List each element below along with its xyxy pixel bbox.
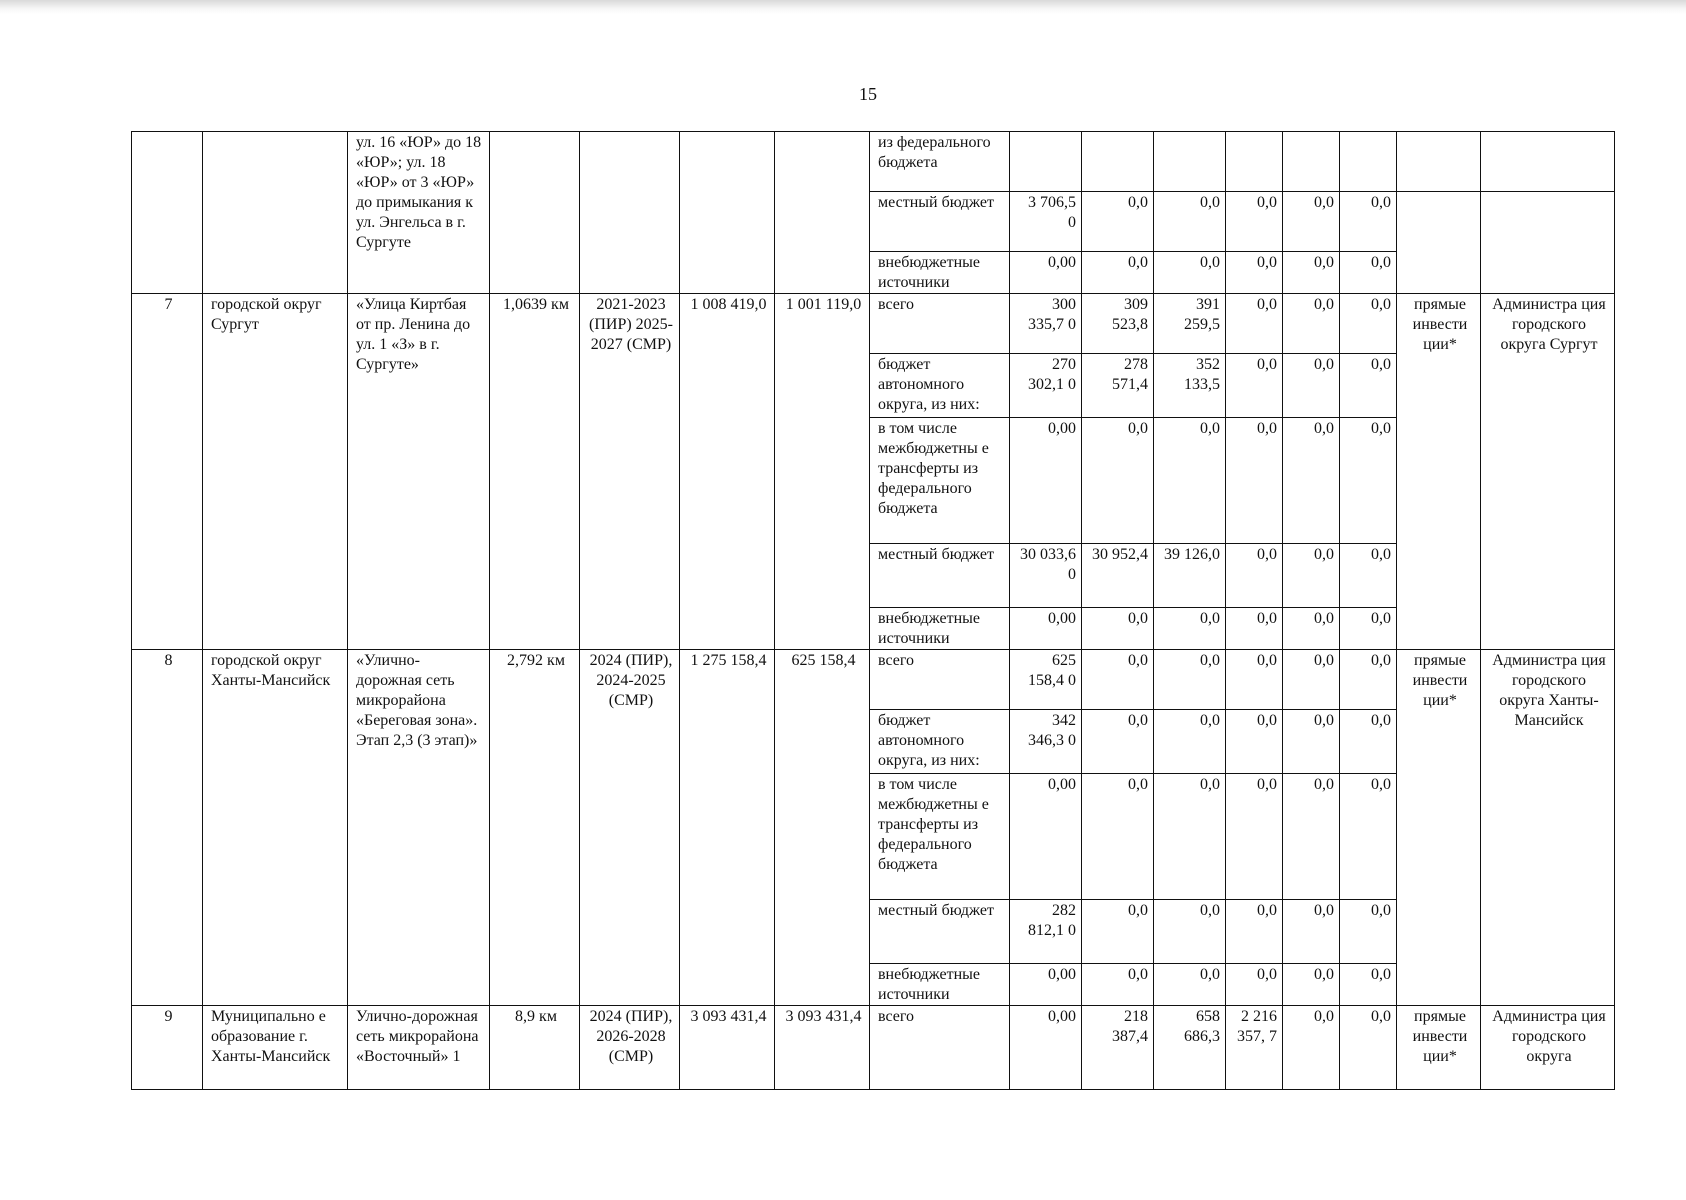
- project-9-row-1-value-2: 218 387,4: [1082, 1006, 1154, 1090]
- cont-row-3-value-1: 0,00: [1010, 252, 1082, 294]
- project-7-row-5-value-3: 0,0: [1154, 608, 1226, 650]
- investment-table: [131, 131, 1615, 1090]
- project-8-row-2-source: бюджет автономного округа, из них:: [870, 710, 1010, 774]
- project-8-row-5-value-6: 0,0: [1340, 964, 1397, 1006]
- project-8-row-4-value-2: 0,0: [1082, 900, 1154, 964]
- project-7-row-1-value-2: 309 523,8: [1082, 294, 1154, 354]
- project-9-municipality: Муниципально е образование г. Ханты-Мансийск: [203, 1006, 348, 1090]
- project-7-row-1-value-1: 300 335,7 0: [1010, 294, 1082, 354]
- cont-row-1-value-4: [1226, 132, 1283, 192]
- cont-responsible: [1481, 192, 1615, 294]
- project-9-cost: 3 093 431,4: [680, 1006, 775, 1090]
- project-8-row-5-value-3: 0,0: [1154, 964, 1226, 1006]
- project-7-row-4-source: местный бюджет: [870, 544, 1010, 608]
- project-9-object: Улично-дорожная сеть микрорайона «Восточный» 1: [348, 1006, 490, 1090]
- cont-row-1-value-5: [1283, 132, 1340, 192]
- project-8-row-1-value-4: 0,0: [1226, 650, 1283, 710]
- project-8-row-4-value-6: 0,0: [1340, 900, 1397, 964]
- project-7-row-3-value-3: 0,0: [1154, 418, 1226, 544]
- cont-number: [132, 132, 203, 294]
- project-8-row-3-value-2: 0,0: [1082, 774, 1154, 900]
- cont-remaining: [775, 132, 870, 294]
- project-7-row-1-value-3: 391 259,5: [1154, 294, 1226, 354]
- project-9-number: 9: [132, 1006, 203, 1090]
- cont-row-1-value-3: [1154, 132, 1226, 192]
- project-7-remaining: 1 001 119,0: [775, 294, 870, 650]
- project-7-number: 7: [132, 294, 203, 650]
- project-9-purpose: прямые инвести ции*: [1397, 1006, 1481, 1090]
- cont-row-2-value-2: 0,0: [1082, 192, 1154, 252]
- cont-row-2-value-5: 0,0: [1283, 192, 1340, 252]
- project-8-row-3-value-3: 0,0: [1154, 774, 1226, 900]
- project-8-row-4-value-3: 0,0: [1154, 900, 1226, 964]
- project-9-row-1-value-4: 2 216 357, 7: [1226, 1006, 1283, 1090]
- project-8-row-5-value-4: 0,0: [1226, 964, 1283, 1006]
- project-7-row-5-source: внебюджетные источники: [870, 608, 1010, 650]
- project-7-row-5-value-5: 0,0: [1283, 608, 1340, 650]
- project-8-remaining: 625 158,4: [775, 650, 870, 1006]
- project-7-row-2-value-1: 270 302,1 0: [1010, 354, 1082, 418]
- project-9-row-1-value-5: 0,0: [1283, 1006, 1340, 1090]
- cont-row-3-value-3: 0,0: [1154, 252, 1226, 294]
- project-8-row-4-value-1: 282 812,1 0: [1010, 900, 1082, 964]
- project-8-row-1-value-3: 0,0: [1154, 650, 1226, 710]
- cont-row-1-value-1: [1010, 132, 1082, 192]
- project-8-row-4-value-4: 0,0: [1226, 900, 1283, 964]
- project-7-row-2-value-3: 352 133,5: [1154, 354, 1226, 418]
- project-7-row-2-value-2: 278 571,4: [1082, 354, 1154, 418]
- project-9-row-1-value-6: 0,0: [1340, 1006, 1397, 1090]
- project-7-row-4-value-1: 30 033,6 0: [1010, 544, 1082, 608]
- project-8-row-1-value-5: 0,0: [1283, 650, 1340, 710]
- project-8-purpose: прямые инвести ции*: [1397, 650, 1481, 1006]
- cont-purpose-top: [1397, 132, 1481, 192]
- project-9-capacity: 8,9 км: [490, 1006, 580, 1090]
- cont-row-2-value-6: 0,0: [1340, 192, 1397, 252]
- project-8-period: 2024 (ПИР), 2024-2025 (СМР): [580, 650, 680, 1006]
- cont-period: [580, 132, 680, 294]
- project-7-row-3-value-4: 0,0: [1226, 418, 1283, 544]
- project-9-period: 2024 (ПИР), 2026-2028 (СМР): [580, 1006, 680, 1090]
- cont-row-1-source: из федерального бюджета: [870, 132, 1010, 192]
- project-7-row-5-value-6: 0,0: [1340, 608, 1397, 650]
- cont-row-3-value-2: 0,0: [1082, 252, 1154, 294]
- project-9-remaining: 3 093 431,4: [775, 1006, 870, 1090]
- project-7-row-5-value-4: 0,0: [1226, 608, 1283, 650]
- project-8-row-3-source: в том числе межбюджетны е трансферты из федерального бюджета: [870, 774, 1010, 900]
- project-7-responsible: Администра ция городского округа Сургут: [1481, 294, 1615, 650]
- cont-row-1-value-2: [1082, 132, 1154, 192]
- project-8-cost: 1 275 158,4: [680, 650, 775, 1006]
- project-7-row-4-value-5: 0,0: [1283, 544, 1340, 608]
- project-8-row-4-value-5: 0,0: [1283, 900, 1340, 964]
- cont-row-3-value-6: 0,0: [1340, 252, 1397, 294]
- project-8-row-2-value-6: 0,0: [1340, 710, 1397, 774]
- project-9-row-1-value-1: 0,00: [1010, 1006, 1082, 1090]
- table-row: [132, 1006, 1615, 1090]
- project-8-row-2-value-2: 0,0: [1082, 710, 1154, 774]
- project-7-cost: 1 008 419,0: [680, 294, 775, 650]
- project-7-row-3-value-6: 0,0: [1340, 418, 1397, 544]
- cont-row-2-value-3: 0,0: [1154, 192, 1226, 252]
- project-8-row-5-source: внебюджетные источники: [870, 964, 1010, 1006]
- project-7-row-1-value-5: 0,0: [1283, 294, 1340, 354]
- project-8-row-2-value-4: 0,0: [1226, 710, 1283, 774]
- cont-row-3-value-4: 0,0: [1226, 252, 1283, 294]
- project-8-row-1-value-2: 0,0: [1082, 650, 1154, 710]
- project-7-period: 2021-2023 (ПИР) 2025-2027 (СМР): [580, 294, 680, 650]
- project-8-row-3-value-4: 0,0: [1226, 774, 1283, 900]
- project-7-row-1-value-4: 0,0: [1226, 294, 1283, 354]
- project-8-row-5-value-2: 0,0: [1082, 964, 1154, 1006]
- project-7-row-2-value-4: 0,0: [1226, 354, 1283, 418]
- project-8-number: 8: [132, 650, 203, 1006]
- project-8-row-2-value-5: 0,0: [1283, 710, 1340, 774]
- project-8-row-3-value-5: 0,0: [1283, 774, 1340, 900]
- project-7-row-2-value-6: 0,0: [1340, 354, 1397, 418]
- project-7-row-2-value-5: 0,0: [1283, 354, 1340, 418]
- cont-row-3-value-5: 0,0: [1283, 252, 1340, 294]
- table-row: [132, 650, 1615, 710]
- cont-row-1-value-6: [1340, 132, 1397, 192]
- project-7-row-4-value-3: 39 126,0: [1154, 544, 1226, 608]
- project-8-row-1-value-1: 625 158,4 0: [1010, 650, 1082, 710]
- cont-object: ул. 16 «ЮР» до 18 «ЮР»; ул. 18 «ЮР» от 3 «ЮР» до примыкания к ул. Энгельса в г. Сургуте: [348, 132, 490, 294]
- project-9-row-1-source: всего: [870, 1006, 1010, 1090]
- project-7-row-4-value-4: 0,0: [1226, 544, 1283, 608]
- project-7-row-2-source: бюджет автономного округа, из них:: [870, 354, 1010, 418]
- project-8-row-5-value-5: 0,0: [1283, 964, 1340, 1006]
- cont-row-2-value-4: 0,0: [1226, 192, 1283, 252]
- cont-municipality: [203, 132, 348, 294]
- project-7-capacity: 1,0639 км: [490, 294, 580, 650]
- project-7-row-1-value-6: 0,0: [1340, 294, 1397, 354]
- project-8-row-3-value-6: 0,0: [1340, 774, 1397, 900]
- cont-responsible-top: [1481, 132, 1615, 192]
- project-7-row-4-value-2: 30 952,4: [1082, 544, 1154, 608]
- project-8-row-1-source: всего: [870, 650, 1010, 710]
- project-8-row-4-source: местный бюджет: [870, 900, 1010, 964]
- project-8-responsible: Администра ция городского округа Ханты-Мансийск: [1481, 650, 1615, 1006]
- project-7-row-1-source: всего: [870, 294, 1010, 354]
- table-row: [132, 294, 1615, 354]
- project-7-object: «Улица Киртбая от пр. Ленина до ул. 1 «З» в г. Сургуте»: [348, 294, 490, 650]
- project-7-row-3-value-1: 0,00: [1010, 418, 1082, 544]
- project-7-row-3-value-2: 0,0: [1082, 418, 1154, 544]
- cont-cost: [680, 132, 775, 294]
- cont-row-3-source: внебюджетные источники: [870, 252, 1010, 294]
- project-8-row-2-value-3: 0,0: [1154, 710, 1226, 774]
- project-8-row-2-value-1: 342 346,3 0: [1010, 710, 1082, 774]
- project-7-row-3-value-5: 0,0: [1283, 418, 1340, 544]
- project-7-row-3-source: в том числе межбюджетны е трансферты из федерального бюджета: [870, 418, 1010, 544]
- project-7-municipality: городской округ Сургут: [203, 294, 348, 650]
- project-8-row-3-value-1: 0,00: [1010, 774, 1082, 900]
- project-8-row-1-value-6: 0,0: [1340, 650, 1397, 710]
- cont-row-2-value-1: 3 706,5 0: [1010, 192, 1082, 252]
- project-9-row-1-value-3: 658 686,3: [1154, 1006, 1226, 1090]
- project-8-capacity: 2,792 км: [490, 650, 580, 1006]
- project-7-row-5-value-1: 0,00: [1010, 608, 1082, 650]
- cont-row-2-source: местный бюджет: [870, 192, 1010, 252]
- project-7-row-5-value-2: 0,0: [1082, 608, 1154, 650]
- cont-capacity: [490, 132, 580, 294]
- project-8-object: «Улично-дорожная сеть микрорайона «Береговая зона». Этап 2,3 (3 этап)»: [348, 650, 490, 1006]
- table-row: [132, 132, 1615, 192]
- project-8-row-5-value-1: 0,00: [1010, 964, 1082, 1006]
- project-8-municipality: городской округ Ханты-Мансийск: [203, 650, 348, 1006]
- cont-purpose: [1397, 192, 1481, 294]
- project-7-row-4-value-6: 0,0: [1340, 544, 1397, 608]
- project-7-purpose: прямые инвести ции*: [1397, 294, 1481, 650]
- scan-edge: [0, 0, 1686, 14]
- project-9-responsible: Администра ция городского округа: [1481, 1006, 1615, 1090]
- page-number: 15: [859, 84, 877, 104]
